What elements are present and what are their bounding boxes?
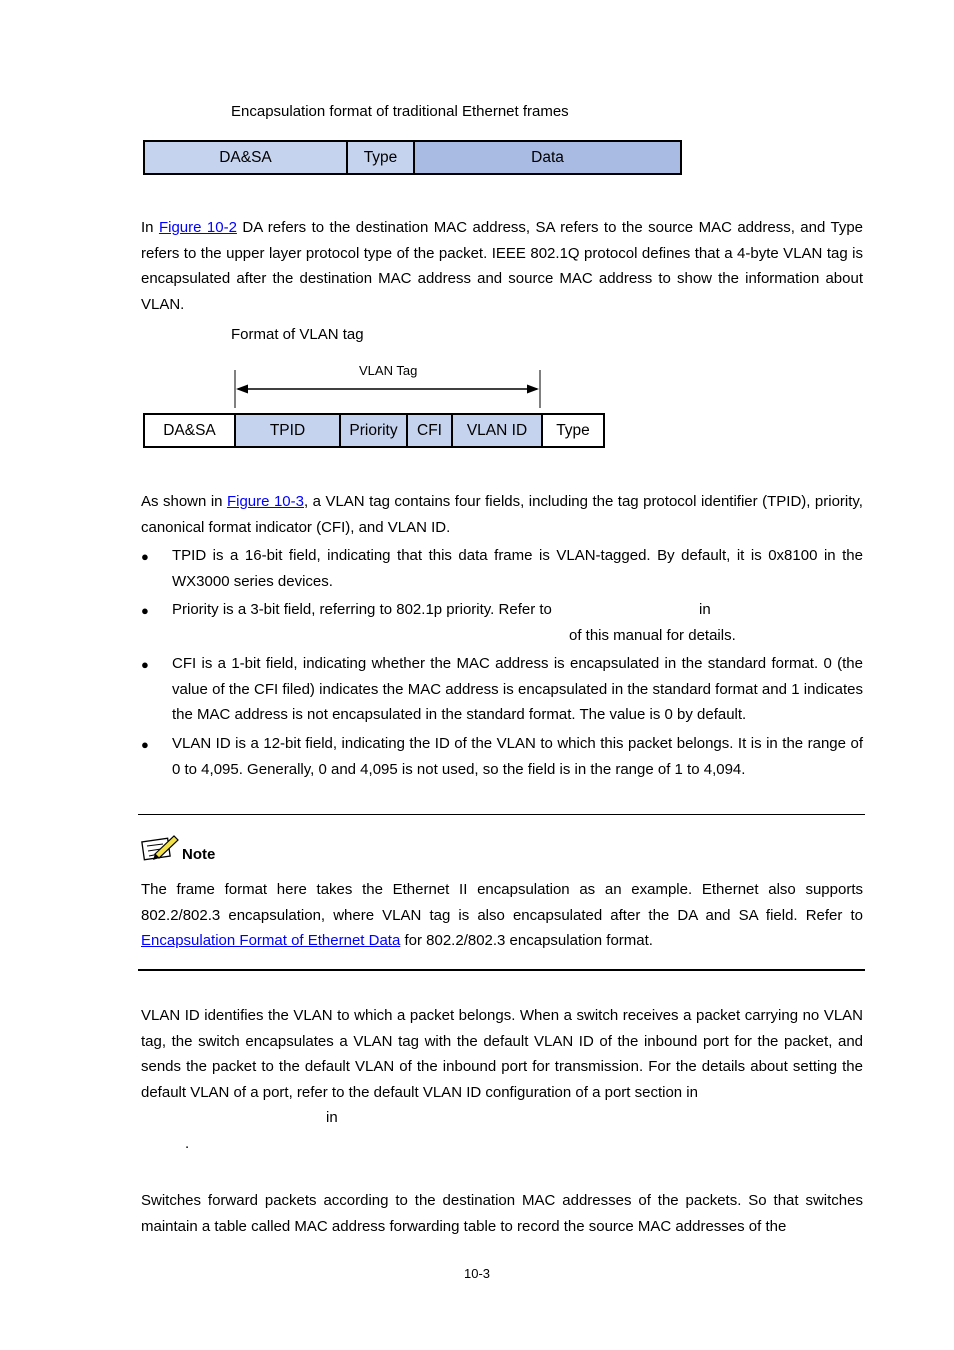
- note-body: The frame format here takes the Ethernet II encapsulation as an example. Ethernet also supports 802.2/802.3 encapsulation, where VLAN tag is also encapsulated after the DA and SA field. Refer to: [141, 881, 863, 924]
- bullet-vlan-id: VLAN ID is a 12-bit field, indicating the ID of the VLAN to which this packet belongs. It is in the range of 0 to 4,095. Generally, 0 and 4,095 is not used, so the field is in the range of 1 to 4,094.: [172, 735, 863, 778]
- vlan-cell-tpid: TPID: [236, 415, 341, 446]
- frame-cell-type: Type: [348, 142, 415, 173]
- note-bottom-rule: [138, 969, 865, 971]
- figure-caption-vlan-tag: Format of VLAN tag: [231, 326, 364, 343]
- vlan-cell-da-sa: DA&SA: [145, 415, 236, 446]
- paragraph-mac-forwarding: Switches forward packets according to the destination MAC addresses of the packets. So that switches maintain a table called MAC address forwarding table to record the source MAC addresses of the: [141, 1192, 863, 1235]
- bullet-icon: ●: [141, 603, 149, 618]
- bullet-icon: ●: [141, 549, 149, 564]
- page-number: 10-3: [463, 1266, 491, 1281]
- paragraph-intro: [141, 215, 863, 317]
- para3-dot: .: [185, 1135, 190, 1152]
- para1-text: DA refers to the destination MAC address, SA refers to the source MAC address, and Type refers to the upper layer protocol type of the packet. IEEE 802.1Q protocol defines that a 4-byte VLAN tag is encapsulated after the destination MAC address and source MAC address to show the information about VLAN.: [141, 219, 864, 313]
- para2-prefix: As shown in: [141, 493, 227, 510]
- vlan-frame-diagram: [143, 413, 605, 448]
- note-pencil-icon: [141, 832, 181, 864]
- vlan-tag-label: VLAN Tag: [359, 363, 418, 378]
- vlan-cell-type: Type: [543, 415, 603, 446]
- para3-in: in: [326, 1109, 338, 1126]
- bullet-priority-tail: of this manual for details.: [569, 627, 736, 644]
- para2-text: , a VLAN tag contains four fields, including the tag protocol identifier (TPID), priority, canonical format indicator (CFI), and VLAN ID.: [141, 493, 863, 536]
- figure-link-vlan[interactable]: Figure 10-3: [226, 493, 304, 510]
- note-top-rule: [138, 814, 865, 815]
- note-text: [141, 877, 863, 954]
- frame-cell-data: Data: [415, 142, 680, 173]
- figure-link[interactable]: Figure 10-2: [158, 219, 237, 236]
- paragraph-vlan-fields: [141, 489, 863, 540]
- bullet-icon: ●: [141, 737, 149, 752]
- para1-prefix: In: [141, 219, 159, 236]
- bullet-tpid: TPID is a 16-bit field, indicating that this data frame is VLAN-tagged. By default, it is 0x8100 in the WX3000 series devices.: [172, 547, 863, 590]
- vlan-cell-vlan-id: VLAN ID: [453, 415, 543, 446]
- vlan-cell-cfi: CFI: [408, 415, 453, 446]
- figure-caption: Encapsulation format of traditional Ethernet frames: [231, 103, 569, 120]
- vlan-tag-span-arrow: [230, 368, 546, 410]
- vlan-cell-priority: Priority: [341, 415, 408, 446]
- bullet-icon: ●: [141, 657, 149, 672]
- note-tail: for 802.2/802.3 encapsulation format.: [400, 932, 653, 949]
- bullet-cfi: CFI is a 1-bit field, indicating whether the MAC address is encapsulated in the standard format. 0 (the value of the CFI filed) indicates the MAC address is encapsulated in the standard format and 1 indicates the MAC address is not encapsulated in the standard format. The value is 0 by default.: [172, 655, 863, 723]
- bullet-priority-in: in: [699, 601, 711, 618]
- frame-cell-da-sa: DA&SA: [145, 142, 348, 173]
- bullet-priority: Priority is a 3-bit field, referring to 802.1p priority. Refer to: [172, 601, 552, 618]
- paragraph-vlan-id: VLAN ID identifies the VLAN to which a packet belongs. When a switch receives a packet carrying no VLAN tag, the switch encapsulates a VLAN tag with the default VLAN ID of the inbound port for the packet, and sends the packet to the default VLAN of the inbound port for transmission. For the details about setting the default VLAN of a port, refer to the default VLAN ID configuration of a port section in: [141, 1007, 863, 1101]
- ethernet-encapsulation-link[interactable]: Encapsulation Format of Ethernet Data: [141, 932, 401, 949]
- note-title: Note: [182, 846, 216, 863]
- ethernet-frame-diagram: [143, 140, 682, 175]
